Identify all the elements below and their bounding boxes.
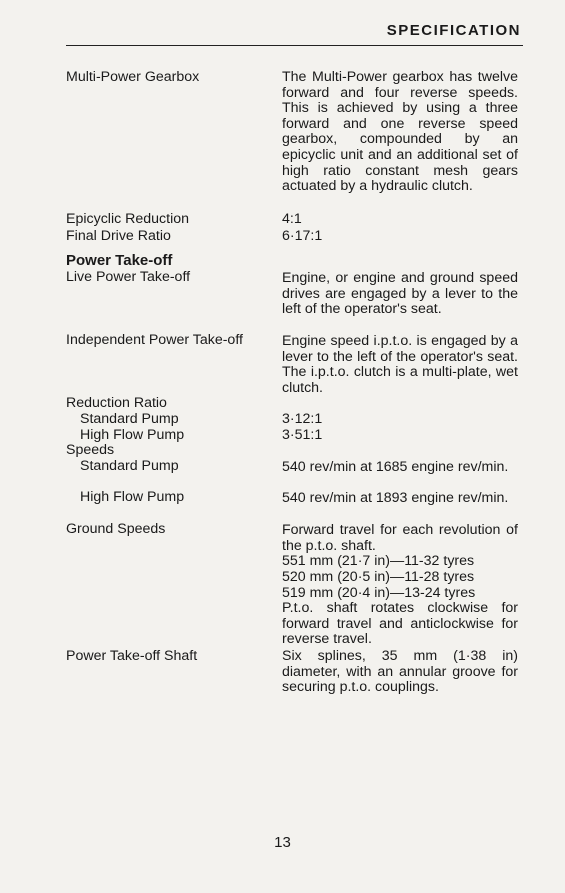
section-heading-power-take-off: Power Take-off [66,252,173,269]
spec-value-independent-pto: Engine speed i.p.t.o. is engaged by a lever to the left of the operator's seat. The i.p.t.o. clutch is a multi-plate, wet clutch. [282,333,518,396]
spec-label-pto-shaft: Power Take-off Shaft [66,648,198,664]
spec-label-live-pto: Live Power Take-off [66,269,191,285]
spec-label-ground-speeds: Ground Speeds [66,521,166,537]
spec-value-ground-speeds-intro: Forward travel for each revolution of the p.t.o. shaft. [282,522,518,554]
spec-value-live-pto: Engine, or engine and ground speed drives are engaged by a lever to the left of the operator's seat. [282,270,518,318]
page-header-title: SPECIFICATION [386,22,521,39]
spec-label-rr-standard-pump: Standard Pump [80,411,179,427]
spec-label-sp-high-flow-pump: High Flow Pump [80,489,185,505]
spec-value-ground-speeds-rotation: P.t.o. shaft rotates clockwise for forward travel and anticlockwise for reverse travel. [282,600,518,648]
spec-label-epicyclic: Epicyclic Reduction [66,211,190,227]
spec-label-sp-standard-pump: Standard Pump [80,458,179,474]
spec-value-sp-high-flow-pump: 540 rev/min at 1893 engine rev/min. [282,490,509,506]
spec-label-speeds: Speeds [66,442,115,458]
spec-value-gearbox: The Multi-Power gearbox has twelve forward and four reverse speeds. This is achieved by using a three forward and one reverse speed gearbox, compounded by an epicyclic unit and an additional set of high ratio constant mesh gears actuated by a hydraulic clutch. [282,69,518,195]
spec-label-final-drive: Final Drive Ratio [66,228,171,244]
spec-value-ground-speed-tyre-2: 520 mm (20·5 in)—11-28 tyres [282,569,475,585]
spec-value-rr-high-flow-pump: 3·51:1 [282,427,323,443]
spec-label-gearbox: Multi-Power Gearbox [66,69,200,85]
spec-label-independent-pto: Independent Power Take-off [66,332,243,348]
spec-value-sp-standard-pump: 540 rev/min at 1685 engine rev/min. [282,459,509,475]
spec-value-final-drive: 6·17:1 [282,228,323,244]
page-number: 13 [274,834,291,851]
spec-value-ground-speed-tyre-3: 519 mm (20·4 in)—13-24 tyres [282,585,476,601]
spec-value-rr-standard-pump: 3·12:1 [282,411,323,427]
spec-label-rr-high-flow-pump: High Flow Pump [80,427,185,443]
spec-value-ground-speed-tyre-1: 551 mm (21·7 in)—11-32 tyres [282,553,475,569]
spec-value-pto-shaft: Six splines, 35 mm (1·38 in) diameter, with an annular groove for securing p.t.o. couplings. [282,648,518,696]
spec-label-reduction-ratio: Reduction Ratio [66,395,167,411]
spec-value-epicyclic: 4:1 [282,211,302,227]
header-rule [66,45,523,46]
